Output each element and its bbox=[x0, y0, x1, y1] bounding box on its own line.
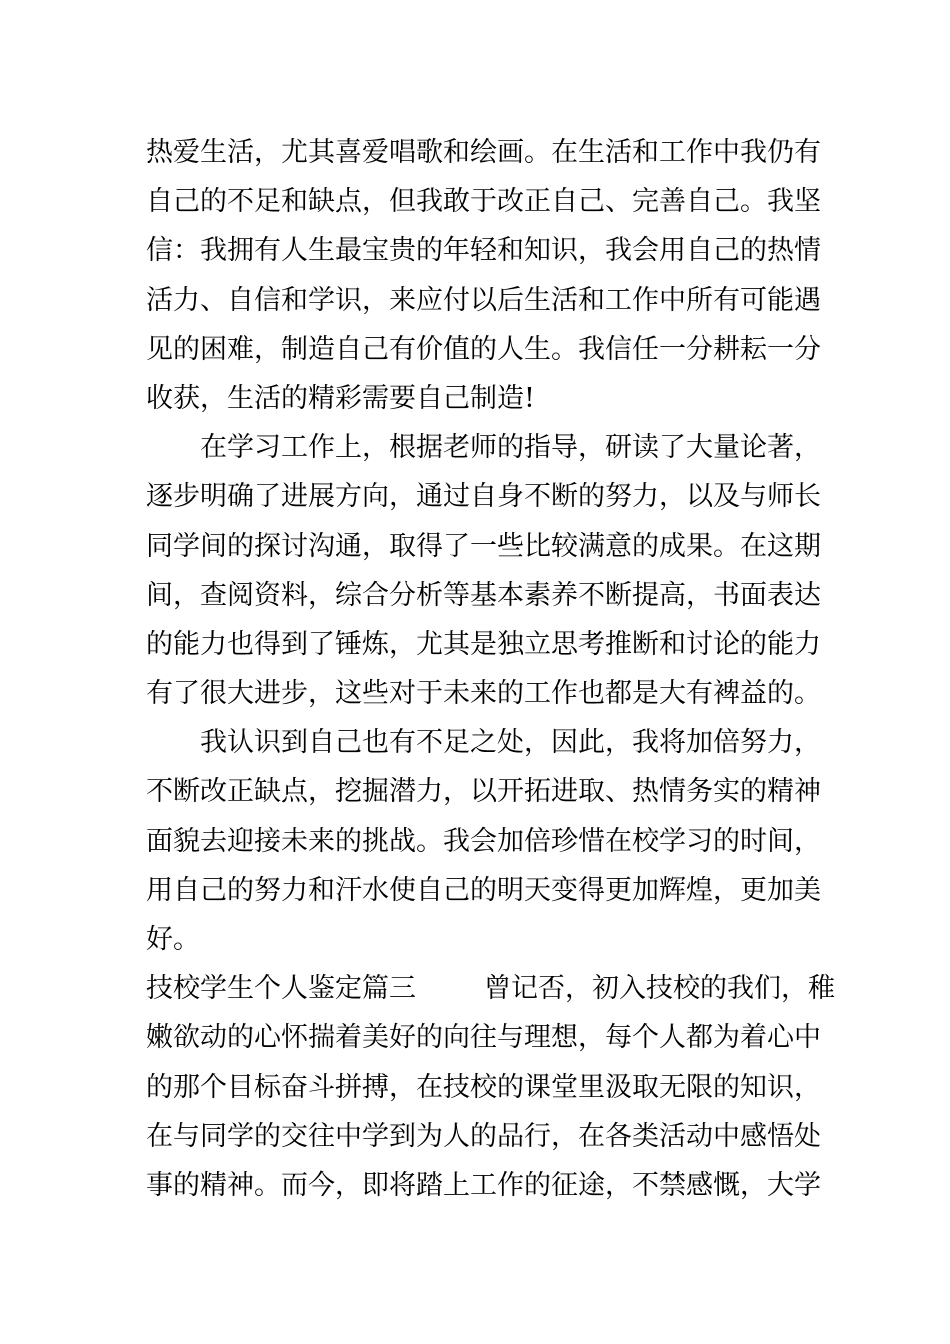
text-line: 在与同学的交往中学到为人的品行，在各类活动中感悟处 bbox=[146, 1120, 821, 1152]
document-body bbox=[146, 128, 835, 1210]
section-first-line: 曾记否，初入技校的我们，稚 bbox=[484, 973, 835, 1005]
section-heading: 技校学生个人鉴定篇三 bbox=[146, 973, 416, 1005]
text-line: 事的精神。而今，即将踏上工作的征途，不禁感慨，大学 bbox=[146, 1169, 821, 1201]
text-line: 逐步明确了进展方向，通过自身不断的努力，以及与师长 bbox=[146, 481, 821, 513]
text-line: 收获，生活的精彩需要自己制造! bbox=[146, 382, 535, 414]
text-line: 活力、自信和学识，来应付以后生活和工作中所有可能遇 bbox=[146, 284, 821, 316]
section-heading-line bbox=[146, 964, 835, 1013]
text-line: 自己的不足和缺点，但我敢于改正自己、完善自己。我坚 bbox=[146, 186, 821, 218]
text-line: 用自己的努力和汗水使自己的明天变得更加辉煌，更加美 bbox=[146, 874, 821, 906]
paragraph-first-line: 我认识到自己也有不足之处，因此，我将加倍努力， bbox=[200, 727, 821, 759]
text-line: 信：我拥有人生最宝贵的年轻和知识，我会用自己的热情 bbox=[146, 235, 821, 267]
text-line: 见的困难，制造自己有价值的人生。我信任一分耕耘一分 bbox=[146, 333, 821, 365]
text-line: 的那个目标奋斗拼搏，在技校的课堂里汲取无限的知识， bbox=[146, 1071, 821, 1103]
text-line: 有了很大进步，这些对于未来的工作也都是大有裨益的。 bbox=[146, 678, 821, 710]
text-line: 间，查阅资料，综合分析等基本素养不断提高，书面表达 bbox=[146, 579, 821, 611]
text-line: 面貌去迎接未来的挑战。我会加倍珍惜在校学习的时间， bbox=[146, 825, 821, 857]
text-line: 热爱生活，尤其喜爱唱歌和绘画。在生活和工作中我仍有 bbox=[146, 137, 821, 168]
paragraph-first-line: 在学习工作上，根据老师的指导，研读了大量论著， bbox=[200, 432, 821, 464]
text-line: 不断改正缺点，挖掘潜力，以开拓进取、热情务实的精神 bbox=[146, 776, 821, 808]
text-line: 的能力也得到了锤炼，尤其是独立思考推断和讨论的能力 bbox=[146, 628, 821, 660]
text-line: 好。 bbox=[146, 924, 200, 955]
text-line: 同学间的探讨沟通，取得了一些比较满意的成果。在这期 bbox=[146, 530, 821, 562]
text-line: 嫩欲动的心怀揣着美好的向往与理想，每个人都为着心中 bbox=[146, 1022, 821, 1054]
